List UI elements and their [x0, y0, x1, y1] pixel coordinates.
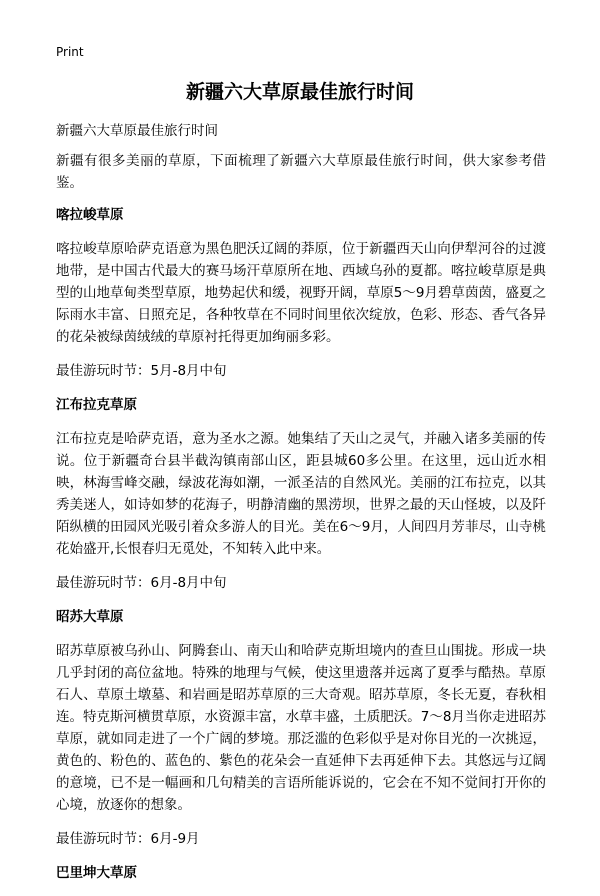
section-body-zhaosu: 昭苏草原被乌孙山、阿腾套山、南天山和哈萨克斯坦境内的查旦山围拢。形成一块几乎封闭的高位盆地。特殊的地理与气候，使这里遗落并远离了夏季与酷热。草原石人、草原土墩墓、和岩画是昭苏草原的三大奇观。昭苏草原，冬长无夏，春秋相连。特克斯河横贯草原，水资源丰富，水草丰盛，土质肥沃。7～8月当你走进昭苏草原，就如同走进了一个广阔的梦境。那泛滥的色彩似乎是对你目光的一次挑逗，黄色的、粉色的、蓝色的、紫色的花朵会一直延伸下去再延伸下去。其悠远与辽阔的意境，已不是一幅画和几句精美的言语所能诉说的，它会在不知不觉间打开你的心境，放逐你的想象。: [56, 643, 546, 813]
section-body-jiangbulake: 江布拉克是哈萨克语，意为圣水之源。她集结了天山之灵气，并融入诸多美丽的传说。位于新疆奇台县半截沟镇南部山区，距县城60多公里。在这里，远山近水相映，林海雪峰交融，绿波花海如潮，一派圣洁的自然风光。美丽的江布拉克，以其秀美迷人，如诗如梦的花海子，明静清幽的黑涝坝，世界之最的天山怪坡，以及阡陌纵横的田园风光吸引着众多游人的目光。美在6～9月，人间四月芳菲尽，山寺桃花始盛开,长恨春归无觅处，不知转入此中来。: [56, 431, 546, 557]
article-intro: 新疆有很多美丽的草原，下面梳理了新疆六大草原最佳旅行时间，供大家参考借鉴。: [56, 153, 546, 191]
section-season-kalajun: 最佳游玩时节：5月-8月中旬: [56, 363, 227, 379]
section-season-zhaosu: 最佳游玩时节：6月-9月: [56, 831, 200, 847]
section-season-jiangbulake: 最佳游玩时节：6月-8月中旬: [56, 575, 227, 591]
section-heading-jiangbulake: 江布拉克草原: [56, 397, 137, 413]
article-subtitle: 新疆六大草原最佳旅行时间: [56, 123, 218, 139]
print-link[interactable]: Print: [56, 45, 84, 59]
page-title: 新疆六大草原最佳旅行时间: [185, 81, 414, 103]
section-heading-zhaosu: 昭苏大草原: [56, 609, 124, 625]
section-heading-kalajun: 喀拉峻草原: [56, 207, 124, 223]
section-heading-balikun: 巴里坤大草原: [56, 865, 137, 881]
section-body-kalajun: 喀拉峻草原哈萨克语意为黑色肥沃辽阔的莽原，位于新疆西天山向伊犁河谷的过渡地带，是中国古代最大的赛马场汗草原所在地、西域乌孙的夏都。喀拉峻草原是典型的山地草甸类型草原，地势起伏和缓，视野开阔，草原5～9月碧草茵茵，盛夏之际雨水丰富、日照充足，各种牧草在不同时间里依次绽放，色彩、形态、香气各异的花朵被绿茵绒绒的草原衬托得更加绚丽多彩。: [56, 241, 546, 345]
article-content: [56, 120, 546, 896]
